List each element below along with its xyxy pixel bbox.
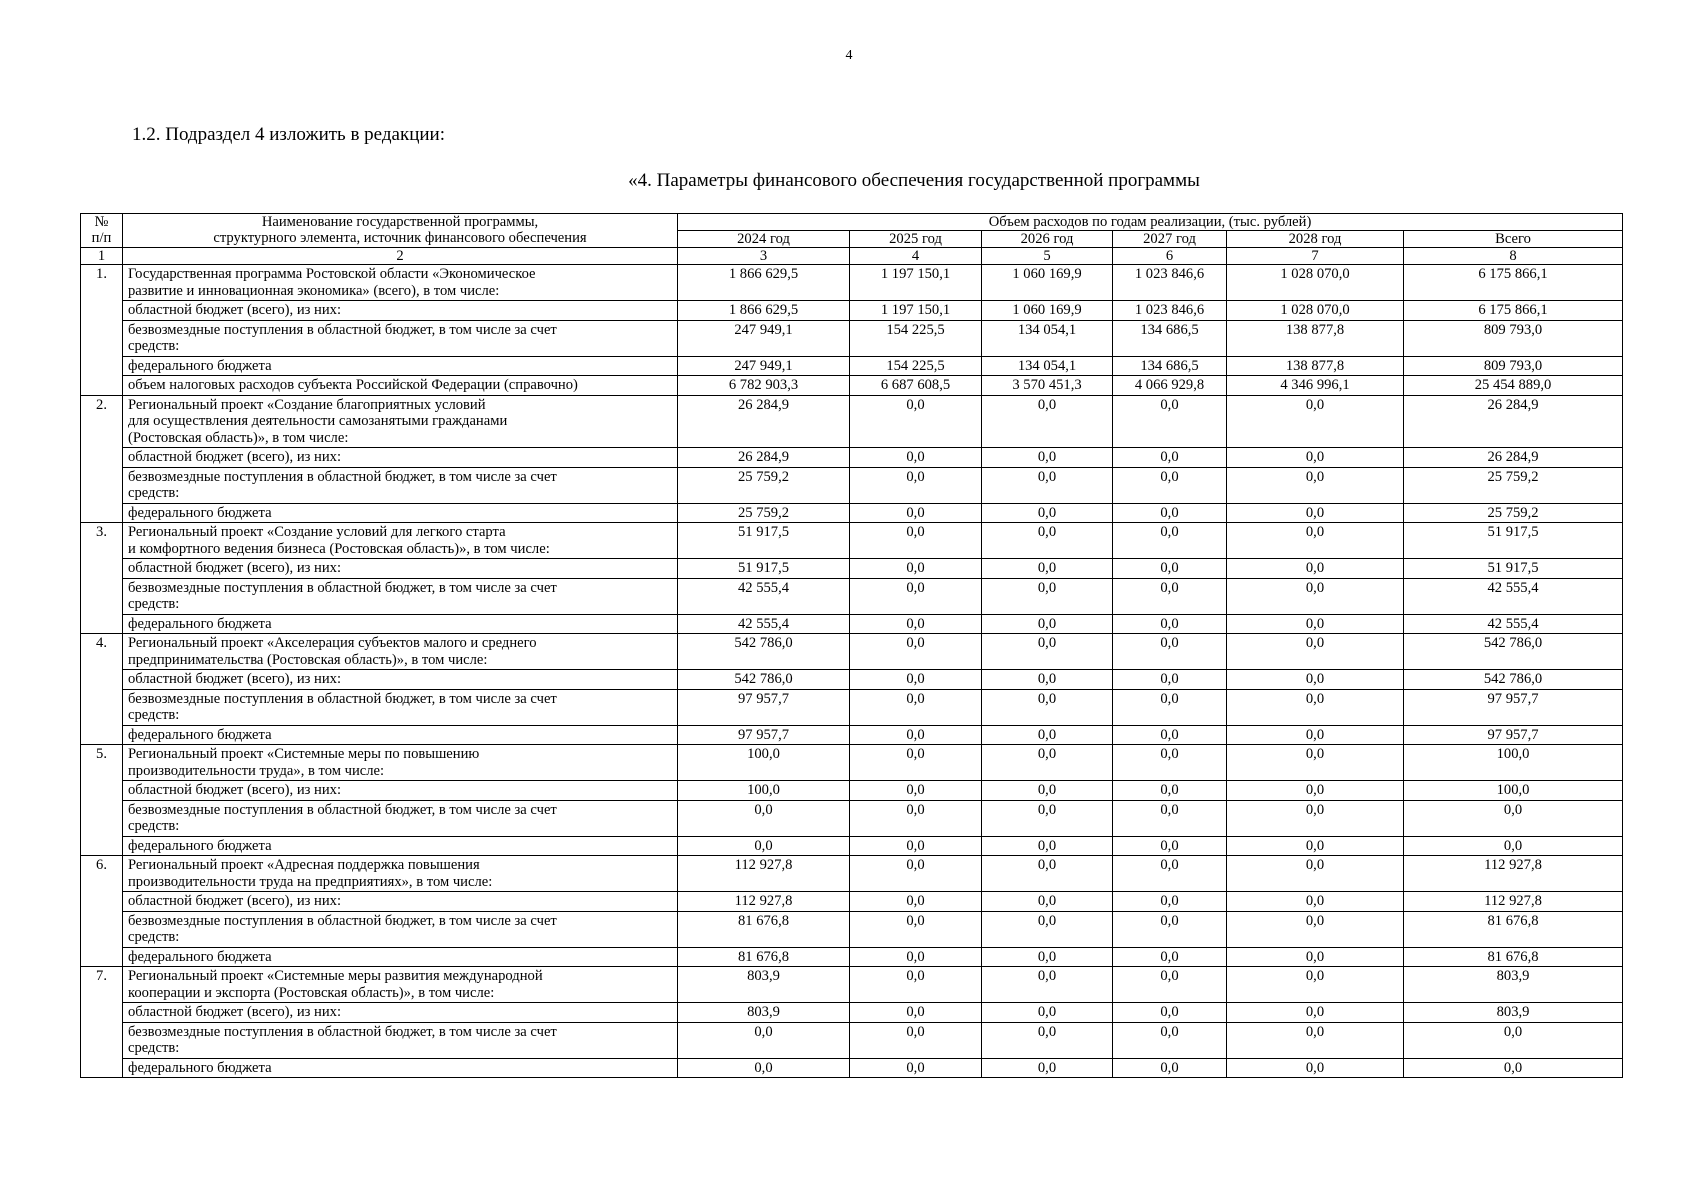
cell-value: 0,0 (850, 523, 982, 559)
column-number: 1 (81, 248, 123, 265)
cell-total: 803,9 (1404, 967, 1623, 1003)
table-row (81, 523, 1623, 559)
row-name: Региональный проект «Системные меры развития международной кооперации и экспорта (Ростовская область)», в том числе: (123, 967, 678, 1003)
table-row (81, 689, 1623, 725)
cell-value: 0,0 (850, 559, 982, 579)
cell-total: 25 759,2 (1404, 503, 1623, 523)
cell-value: 0,0 (678, 836, 850, 856)
cell-value: 0,0 (850, 967, 982, 1003)
table-row (81, 634, 1623, 670)
row-name: областной бюджет (всего), из них: (123, 892, 678, 912)
cell-total: 0,0 (1404, 836, 1623, 856)
cell-total: 97 957,7 (1404, 689, 1623, 725)
cell-value: 1 197 150,1 (850, 265, 982, 301)
column-number: 6 (1113, 248, 1227, 265)
row-number: 5. (81, 745, 123, 856)
cell-value: 0,0 (982, 911, 1113, 947)
cell-value: 0,0 (850, 836, 982, 856)
cell-value: 42 555,4 (678, 578, 850, 614)
cell-value: 0,0 (850, 448, 982, 468)
row-name: федерального бюджета (123, 503, 678, 523)
cell-value: 112 927,8 (678, 856, 850, 892)
cell-total: 26 284,9 (1404, 448, 1623, 468)
column-number: 2 (123, 248, 678, 265)
table-row (81, 892, 1623, 912)
cell-value: 0,0 (850, 578, 982, 614)
cell-value: 0,0 (850, 745, 982, 781)
cell-total: 42 555,4 (1404, 578, 1623, 614)
cell-value: 0,0 (1113, 1022, 1227, 1058)
cell-total: 803,9 (1404, 1003, 1623, 1023)
cell-value: 0,0 (1113, 836, 1227, 856)
table-row (81, 559, 1623, 579)
cell-value: 0,0 (1113, 1003, 1227, 1023)
cell-value: 0,0 (982, 614, 1113, 634)
cell-total: 81 676,8 (1404, 947, 1623, 967)
cell-value: 0,0 (982, 1058, 1113, 1078)
row-name: Региональный проект «Создание благоприятных условий для осуществления деятельности самозанятыми гражданами (Ростовская область)», в том числе: (123, 395, 678, 448)
column-number: 3 (678, 248, 850, 265)
cell-value: 0,0 (1227, 967, 1404, 1003)
cell-value: 0,0 (850, 614, 982, 634)
cell-value: 0,0 (850, 725, 982, 745)
table-row (81, 725, 1623, 745)
cell-value: 0,0 (850, 1003, 982, 1023)
intro-text: 1.2. Подраздел 4 изложить в редакции: (132, 124, 445, 145)
cell-value: 0,0 (850, 634, 982, 670)
cell-value: 0,0 (1227, 670, 1404, 690)
cell-value: 0,0 (982, 892, 1113, 912)
cell-value: 0,0 (850, 856, 982, 892)
cell-total: 25 759,2 (1404, 467, 1623, 503)
cell-value: 0,0 (1113, 800, 1227, 836)
financing-table (80, 213, 1623, 1078)
row-name: федерального бюджета (123, 725, 678, 745)
table-row (81, 467, 1623, 503)
cell-value: 0,0 (982, 689, 1113, 725)
header-year: 2027 год (1113, 231, 1227, 248)
cell-value: 247 949,1 (678, 320, 850, 356)
row-name: безвозмездные поступления в областной бюджет, в том числе за счет средств: (123, 320, 678, 356)
cell-value: 803,9 (678, 1003, 850, 1023)
table-row (81, 781, 1623, 801)
cell-value: 1 197 150,1 (850, 301, 982, 321)
cell-value: 0,0 (1227, 745, 1404, 781)
cell-value: 803,9 (678, 967, 850, 1003)
header-name: Наименование государственной программы, структурного элемента, источник финансового обеспечения (123, 214, 678, 248)
row-name: безвозмездные поступления в областной бюджет, в том числе за счет средств: (123, 467, 678, 503)
cell-value: 0,0 (982, 1003, 1113, 1023)
cell-value: 0,0 (1227, 614, 1404, 634)
row-number: 7. (81, 967, 123, 1078)
table-row (81, 856, 1623, 892)
cell-value: 0,0 (1113, 856, 1227, 892)
cell-value: 0,0 (982, 856, 1113, 892)
table-row (81, 670, 1623, 690)
cell-value: 0,0 (850, 911, 982, 947)
table-row (81, 265, 1623, 301)
row-name: областной бюджет (всего), из них: (123, 781, 678, 801)
row-number: 3. (81, 523, 123, 634)
cell-value: 247 949,1 (678, 356, 850, 376)
table-row (81, 448, 1623, 468)
row-name: Государственная программа Ростовской области «Экономическое развитие и инновационная экономика» (всего), в том числе: (123, 265, 678, 301)
cell-value: 0,0 (982, 1022, 1113, 1058)
cell-value: 0,0 (1227, 1022, 1404, 1058)
row-name: безвозмездные поступления в областной бюджет, в том числе за счет средств: (123, 800, 678, 836)
cell-value: 6 782 903,3 (678, 376, 850, 396)
cell-value: 0,0 (1113, 967, 1227, 1003)
row-name: Региональный проект «Адресная поддержка повышения производительности труда на предприятиях», в том числе: (123, 856, 678, 892)
row-name: Региональный проект «Создание условий для легкого старта и комфортного ведения бизнеса (Ростовская область)», в том числе: (123, 523, 678, 559)
row-name: безвозмездные поступления в областной бюджет, в том числе за счет средств: (123, 578, 678, 614)
cell-value: 81 676,8 (678, 911, 850, 947)
row-name: федерального бюджета (123, 356, 678, 376)
row-name: безвозмездные поступления в областной бюджет, в том числе за счет средств: (123, 911, 678, 947)
cell-value: 0,0 (850, 395, 982, 448)
cell-value: 0,0 (982, 967, 1113, 1003)
cell-total: 0,0 (1404, 1058, 1623, 1078)
cell-value: 0,0 (1227, 947, 1404, 967)
cell-value: 134 054,1 (982, 356, 1113, 376)
table-row (81, 395, 1623, 448)
cell-value: 0,0 (1113, 670, 1227, 690)
table-row (81, 578, 1623, 614)
cell-value: 0,0 (850, 800, 982, 836)
cell-value: 134 054,1 (982, 320, 1113, 356)
cell-value: 0,0 (850, 1022, 982, 1058)
cell-value: 112 927,8 (678, 892, 850, 912)
row-name: Региональный проект «Акселерация субъектов малого и среднего предпринимательства (Ростовская область)», в том числе: (123, 634, 678, 670)
cell-value: 0,0 (1113, 947, 1227, 967)
cell-value: 1 060 169,9 (982, 301, 1113, 321)
cell-value: 154 225,5 (850, 356, 982, 376)
column-numbers-row (81, 248, 1623, 265)
cell-value: 0,0 (1227, 503, 1404, 523)
cell-value: 0,0 (1227, 689, 1404, 725)
cell-value: 26 284,9 (678, 448, 850, 468)
header-total: Всего (1404, 231, 1623, 248)
cell-value: 542 786,0 (678, 634, 850, 670)
cell-value: 26 284,9 (678, 395, 850, 448)
table-row (81, 301, 1623, 321)
cell-value: 97 957,7 (678, 725, 850, 745)
cell-value: 0,0 (982, 395, 1113, 448)
row-name: федерального бюджета (123, 1058, 678, 1078)
cell-value: 0,0 (1227, 800, 1404, 836)
header-year: 2028 год (1227, 231, 1404, 248)
cell-value: 0,0 (850, 503, 982, 523)
cell-value: 0,0 (982, 503, 1113, 523)
cell-value: 0,0 (1113, 503, 1227, 523)
cell-value: 134 686,5 (1113, 320, 1227, 356)
cell-value: 1 028 070,0 (1227, 265, 1404, 301)
header-year: 2025 год (850, 231, 982, 248)
cell-value: 1 023 846,6 (1113, 301, 1227, 321)
cell-value: 1 028 070,0 (1227, 301, 1404, 321)
cell-value: 0,0 (1227, 781, 1404, 801)
cell-value: 0,0 (1227, 634, 1404, 670)
cell-value: 0,0 (1113, 634, 1227, 670)
cell-value: 1 866 629,5 (678, 301, 850, 321)
cell-value: 1 023 846,6 (1113, 265, 1227, 301)
table-row (81, 614, 1623, 634)
cell-total: 6 175 866,1 (1404, 301, 1623, 321)
cell-total: 112 927,8 (1404, 856, 1623, 892)
table-row (81, 503, 1623, 523)
cell-value: 542 786,0 (678, 670, 850, 690)
cell-value: 0,0 (1113, 911, 1227, 947)
cell-value: 42 555,4 (678, 614, 850, 634)
table-row (81, 911, 1623, 947)
cell-value: 0,0 (982, 781, 1113, 801)
cell-total: 26 284,9 (1404, 395, 1623, 448)
cell-value: 0,0 (850, 947, 982, 967)
column-number: 8 (1404, 248, 1623, 265)
cell-value: 134 686,5 (1113, 356, 1227, 376)
row-name: областной бюджет (всего), из них: (123, 301, 678, 321)
cell-value: 1 866 629,5 (678, 265, 850, 301)
page-number: 4 (845, 48, 853, 63)
cell-total: 42 555,4 (1404, 614, 1623, 634)
cell-value: 0,0 (1227, 448, 1404, 468)
cell-value: 138 877,8 (1227, 320, 1404, 356)
cell-value: 0,0 (982, 836, 1113, 856)
cell-value: 0,0 (1227, 467, 1404, 503)
cell-total: 51 917,5 (1404, 559, 1623, 579)
row-number: 2. (81, 395, 123, 523)
cell-value: 51 917,5 (678, 523, 850, 559)
cell-value: 0,0 (678, 1022, 850, 1058)
cell-value: 138 877,8 (1227, 356, 1404, 376)
cell-value: 0,0 (1113, 892, 1227, 912)
cell-value: 97 957,7 (678, 689, 850, 725)
table-row (81, 967, 1623, 1003)
cell-value: 100,0 (678, 745, 850, 781)
row-name: объем налоговых расходов субъекта Российской Федерации (справочно) (123, 376, 678, 396)
cell-value: 0,0 (850, 892, 982, 912)
row-name: областной бюджет (всего), из них: (123, 448, 678, 468)
row-name: безвозмездные поступления в областной бюджет, в том числе за счет средств: (123, 689, 678, 725)
cell-value: 0,0 (850, 670, 982, 690)
table-row (81, 356, 1623, 376)
cell-value: 0,0 (1227, 856, 1404, 892)
cell-value: 0,0 (1113, 689, 1227, 725)
cell-total: 25 454 889,0 (1404, 376, 1623, 396)
cell-value: 0,0 (1113, 559, 1227, 579)
cell-value: 0,0 (1113, 467, 1227, 503)
cell-value: 0,0 (982, 523, 1113, 559)
cell-value: 0,0 (982, 947, 1113, 967)
column-number: 4 (850, 248, 982, 265)
header-num: № п/п (81, 214, 123, 248)
header-year: 2026 год (982, 231, 1113, 248)
cell-total: 809 793,0 (1404, 320, 1623, 356)
cell-total: 542 786,0 (1404, 670, 1623, 690)
cell-value: 0,0 (850, 467, 982, 503)
row-number: 4. (81, 634, 123, 745)
cell-total: 81 676,8 (1404, 911, 1623, 947)
cell-total: 0,0 (1404, 800, 1623, 836)
cell-value: 25 759,2 (678, 503, 850, 523)
row-number: 6. (81, 856, 123, 967)
cell-value: 0,0 (1227, 578, 1404, 614)
header-year: 2024 год (678, 231, 850, 248)
cell-value: 1 060 169,9 (982, 265, 1113, 301)
table-row (81, 1058, 1623, 1078)
cell-value: 3 570 451,3 (982, 376, 1113, 396)
row-name: безвозмездные поступления в областной бюджет, в том числе за счет средств: (123, 1022, 678, 1058)
cell-value: 0,0 (1227, 1058, 1404, 1078)
row-name: федерального бюджета (123, 836, 678, 856)
cell-value: 0,0 (1113, 1058, 1227, 1078)
cell-value: 0,0 (982, 467, 1113, 503)
cell-value: 0,0 (982, 578, 1113, 614)
cell-value: 6 687 608,5 (850, 376, 982, 396)
cell-value: 51 917,5 (678, 559, 850, 579)
cell-value: 100,0 (678, 781, 850, 801)
column-number: 5 (982, 248, 1113, 265)
cell-value: 0,0 (1113, 614, 1227, 634)
cell-value: 0,0 (982, 725, 1113, 745)
row-name: федерального бюджета (123, 614, 678, 634)
cell-value: 0,0 (1113, 523, 1227, 559)
cell-value: 0,0 (1113, 725, 1227, 745)
cell-value: 25 759,2 (678, 467, 850, 503)
cell-value: 0,0 (1227, 523, 1404, 559)
cell-total: 809 793,0 (1404, 356, 1623, 376)
cell-value: 0,0 (1227, 1003, 1404, 1023)
cell-value: 0,0 (982, 745, 1113, 781)
cell-value: 0,0 (1113, 745, 1227, 781)
cell-value: 0,0 (1113, 448, 1227, 468)
table-row (81, 800, 1623, 836)
cell-value: 4 066 929,8 (1113, 376, 1227, 396)
row-name: областной бюджет (всего), из них: (123, 670, 678, 690)
cell-value: 0,0 (850, 1058, 982, 1078)
row-number: 1. (81, 265, 123, 396)
table-row (81, 320, 1623, 356)
cell-total: 6 175 866,1 (1404, 265, 1623, 301)
row-name: федерального бюджета (123, 947, 678, 967)
cell-total: 100,0 (1404, 745, 1623, 781)
table-body (81, 265, 1623, 1078)
table-row (81, 745, 1623, 781)
cell-total: 97 957,7 (1404, 725, 1623, 745)
table-row (81, 1003, 1623, 1023)
cell-value: 0,0 (1227, 836, 1404, 856)
cell-total: 100,0 (1404, 781, 1623, 801)
cell-total: 51 917,5 (1404, 523, 1623, 559)
section-heading: «4. Параметры финансового обеспечения государственной программы (628, 170, 1200, 191)
table-row (81, 947, 1623, 967)
cell-value: 0,0 (1227, 725, 1404, 745)
cell-value: 0,0 (1113, 781, 1227, 801)
cell-value: 0,0 (850, 689, 982, 725)
header-group: Объем расходов по годам реализации, (тыс. рублей) (678, 214, 1623, 231)
cell-total: 112 927,8 (1404, 892, 1623, 912)
cell-value: 0,0 (1227, 911, 1404, 947)
cell-value: 0,0 (982, 559, 1113, 579)
cell-value: 0,0 (982, 800, 1113, 836)
cell-value: 154 225,5 (850, 320, 982, 356)
row-name: областной бюджет (всего), из них: (123, 1003, 678, 1023)
cell-value: 4 346 996,1 (1227, 376, 1404, 396)
row-name: Региональный проект «Системные меры по повышению производительности труда», в том числе: (123, 745, 678, 781)
table-row (81, 376, 1623, 396)
cell-value: 0,0 (982, 634, 1113, 670)
cell-value: 0,0 (982, 448, 1113, 468)
cell-total: 0,0 (1404, 1022, 1623, 1058)
cell-value: 0,0 (850, 781, 982, 801)
cell-value: 0,0 (1227, 559, 1404, 579)
cell-value: 0,0 (678, 1058, 850, 1078)
table-row (81, 1022, 1623, 1058)
table-row (81, 836, 1623, 856)
cell-total: 542 786,0 (1404, 634, 1623, 670)
cell-value: 0,0 (982, 670, 1113, 690)
cell-value: 0,0 (678, 800, 850, 836)
cell-value: 0,0 (1227, 892, 1404, 912)
cell-value: 0,0 (1113, 395, 1227, 448)
column-number: 7 (1227, 248, 1404, 265)
row-name: областной бюджет (всего), из них: (123, 559, 678, 579)
cell-value: 0,0 (1113, 578, 1227, 614)
cell-value: 0,0 (1227, 395, 1404, 448)
cell-value: 81 676,8 (678, 947, 850, 967)
